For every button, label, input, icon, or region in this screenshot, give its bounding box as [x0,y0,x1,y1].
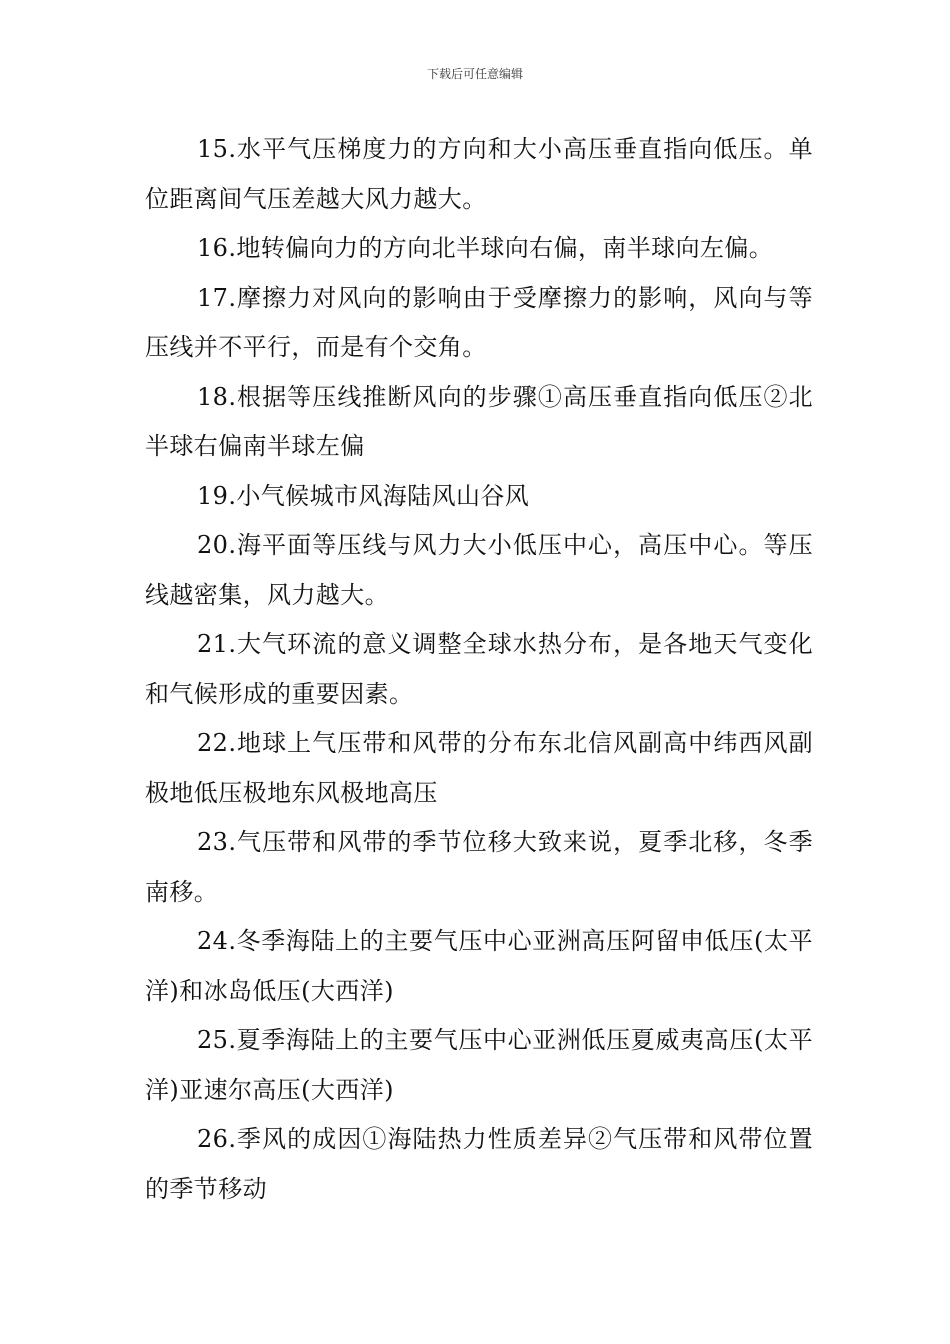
paragraph-24: 24.冬季海陆上的主要气压中心亚洲高压阿留申低压(太平洋)和冰岛低压(大西洋) [145,927,813,1005]
paragraph-21: 21.大气环流的意义调整全球水热分布，是各地天气变化和气候形成的重要因素。 [145,630,813,708]
document-body [145,125,813,1214]
paragraph-23: 23.气压带和风带的季节位移大致来说，夏季北移，冬季南移。 [145,828,813,906]
paragraph-25: 25.夏季海陆上的主要气压中心亚洲低压夏威夷高压(太平洋)亚速尔高压(大西洋) [145,1026,813,1104]
paragraph-20: 20.海平面等压线与风力大小低压中心，高压中心。等压线越密集，风力越大。 [145,531,813,609]
paragraph-19: 19.小气候城市风海陆风山谷风 [197,481,530,510]
paragraph-15: 15.水平气压梯度力的方向和大小高压垂直指向低压。单位距离间气压差越大风力越大。 [145,135,813,213]
paragraph-22: 22.地球上气压带和风带的分布东北信风副高中纬西风副极地低压极地东风极地高压 [145,729,813,807]
paragraph-16: 16.地转偏向力的方向北半球向右偏，南半球向左偏。 [197,234,774,262]
paragraph-26: 26.季风的成因①海陆热力性质差异②气压带和风带位置的季节移动 [145,1125,813,1203]
page-header-note: 下载后可任意编辑 [426,67,523,81]
paragraph-18: 18.根据等压线推断风向的步骤①高压垂直指向低压②北半球右偏南半球左偏 [145,382,813,460]
paragraph-17: 17.摩擦力对风向的影响由于受摩擦力的影响，风向与等压线并不平行，而是有个交角。 [145,283,813,361]
